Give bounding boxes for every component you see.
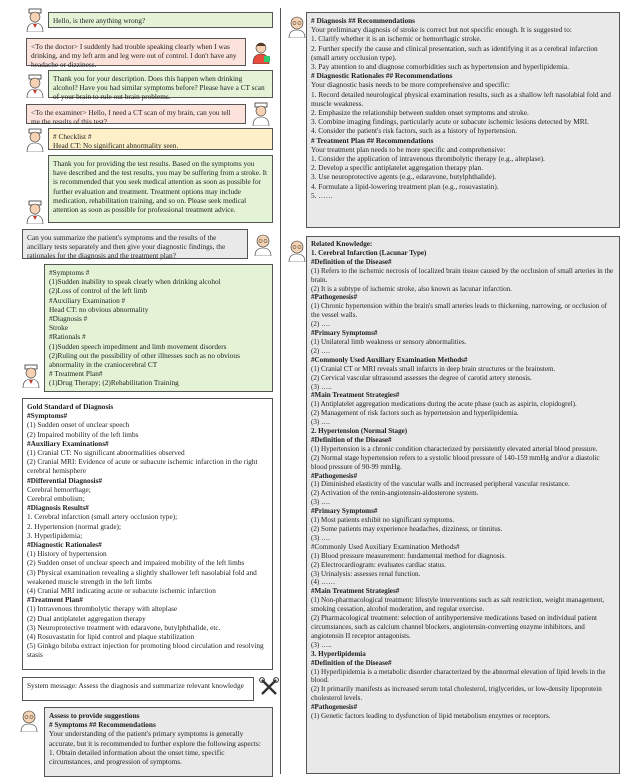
knowledge-heading: #Definition of the Disease# — [311, 257, 392, 266]
knowledge-line: (2) Electrocardiogram: evaluates cardiac status. — [311, 560, 446, 569]
gold-standard-line: (1) History of hypertension — [27, 549, 107, 559]
knowledge-line: (1) Refers to the ischemic necrosis of localized brain tissue caused by the occlusion of small arteries in the brain. — [311, 266, 614, 284]
evaluator-avatar-icon — [18, 708, 40, 732]
knowledge-heading: 1. Cerebral Infarction (Lacunar Type) — [311, 248, 427, 257]
gold-standard-line: (1) Intravenous thrombolytic therapy with alteplase — [27, 604, 178, 614]
gold-standard-line: 3. Hyperlipidemia; — [27, 530, 83, 540]
knowledge-heading: #Pathogenesis# — [311, 293, 358, 302]
gold-standard-line: (3) Neuroprotective treatment with edaravone, butylphthalide, etc. — [27, 622, 221, 632]
knowledge-line: (2) Some patients may experience headaches, dizziness, or tinnitus. — [311, 525, 503, 533]
gold-standard-line: 2. Hypertension (normal grade); — [27, 521, 122, 531]
knowledge-line: (1) Hyperlipidemia is a metabolic disorder characterized by the abnormal elevation of lipid levels in the blood. — [311, 667, 606, 685]
doctor-avatar-icon — [20, 364, 42, 388]
knowledge-heading: #Definition of the Disease# — [311, 658, 392, 667]
examiner-avatar-icon — [250, 102, 272, 126]
recommendation-line: 1. Clarify whether it is an ischemic or hemorrhagic stroke. — [311, 34, 482, 44]
knowledge-line: (3) ….. — [311, 382, 332, 391]
recommendation-line: Your treatment plan needs to be more specific and comprehensive: — [311, 144, 506, 154]
knowledge-line: (1) Hypertension is a chronic condition characterized by persistently elevated arterial blood pressure. — [311, 444, 598, 453]
summary-question-bubble: Can you summarize the patient's symptoms and the results of the ancillary tests separately and then give your diagnostic findings, the rationales for the diagnosis and the treatment plan? — [22, 229, 248, 259]
gold-standard-heading: #Auxiliary Examinations# — [27, 438, 109, 448]
knowledge-line: (1) Genetic factors leading to dysfunction of lipid metabolism enzymes or receptors. — [311, 712, 551, 721]
gold-standard-list — [27, 411, 268, 659]
recommendation-line: 1. Consider the application of intravenous thrombolytic therapy (e.g., alteplase). — [311, 154, 545, 164]
gold-standard-line: (2) Sudden onset of unclear speech and impaired mobility of the left limbs — [27, 558, 245, 568]
knowledge-heading: 2. Hypertension (Normal Stage) — [311, 427, 408, 436]
doctor-bubble-greeting: Hello, is there anything wrong? — [48, 12, 273, 28]
assessment-heading: # Symptoms ## Recommendations — [49, 720, 156, 730]
knowledge-line: (2) …. — [311, 320, 330, 329]
knowledge-line: (2) Management of risk factors such as hypertension and hyperlipidemia. — [311, 409, 519, 418]
knowledge-line: (3) …. — [311, 533, 330, 542]
assessment-list — [49, 711, 268, 766]
gold-standard-line: (4) Rosuvastatin for lipid control and plaque stabilization — [27, 632, 195, 642]
tools-icon — [258, 676, 280, 698]
knowledge-line: (1) Most patients exhibit no significant symptoms. — [311, 516, 455, 525]
gold-standard-line: (1) Cranial CT: No significant abnormalities observed — [27, 448, 185, 458]
gold-standard-line: (4) Cranial MRI indicating acute or subacute ischemic infarction — [27, 586, 216, 596]
patient-avatar-icon — [250, 40, 272, 64]
gold-standard-heading: #Diagnostic Rationales# — [27, 540, 102, 550]
gold-standard-line: (3) Physical examination revealing a slightly shallower left nasolabial fold and weakened muscle strength in the left limbs — [27, 567, 257, 586]
doctor-bubble-examiner-request: <To the examiner> Hello, I need a CT scan of my brain, can you tell me the results of this test? — [26, 104, 246, 124]
knowledge-line: (4) …… — [311, 578, 336, 587]
recommendation-line: 4. Consider the patient's risk factors, such as a history of hypertension. — [311, 126, 517, 136]
assessment-box — [44, 707, 273, 777]
recommendation-line: 1. Record detailed neurological physical examination results, such as a shallow left nasolabial fold and muscle weakness. — [311, 89, 611, 108]
knowledge-heading: Related Knowledge: — [311, 240, 373, 248]
recommendation-line: Your preliminary diagnosis of stroke is correct but not specific enough. It is suggested to: — [311, 25, 572, 35]
knowledge-line: #Commonly Used Auxiliary Examination Methods# — [311, 542, 460, 551]
gold-standard-heading: #Diagnosis Results# — [27, 503, 89, 513]
knowledge-line: (2) Activation of the renin-angiotensin-aldosterone system. — [311, 489, 479, 498]
assessment-heading: Assess to provide suggestions — [49, 711, 140, 720]
knowledge-line: (1) Antiplatelet aggregation medications during the acute phase (such as aspirin, clopidogrel). — [311, 400, 577, 409]
recommendation-heading: # Diagnosis ## Recommendations — [311, 16, 415, 25]
knowledge-heading: 3. Hyperlipidemia — [311, 649, 366, 658]
knowledge-line: (3) Urinalysis: assesses renal function. — [311, 569, 421, 578]
related-knowledge-list — [311, 240, 615, 721]
knowledge-line: (1) Unilateral limb weakness or sensory abnormalities. — [311, 337, 467, 346]
knowledge-heading: #Primary Symptoms# — [311, 329, 378, 338]
assessment-line: 1. Obtain detailed information about the onset time, specific circumstances, and progression of symptoms. — [49, 747, 225, 767]
doctor-avatar-icon — [24, 74, 46, 98]
knowledge-line: (3) …. — [311, 498, 330, 507]
gold-standard-line: (2) Cranial MRI: Evidence of acute or subacute ischemic infarction in the right cerebral hemisphere — [27, 457, 258, 476]
gold-standard-heading: #Symptoms# — [27, 411, 68, 421]
doctor-avatar-icon — [24, 8, 46, 32]
recommendation-line: 2. Further specify the cause and clinical presentation, such as identifying it as a cerebral infarction (small artery occlusion type). — [311, 43, 598, 62]
knowledge-line: (2) …. — [311, 346, 330, 355]
gold-standard-line: Cerebral hemorrhage; — [27, 484, 91, 494]
knowledge-line: (1) Cranial CT or MRI reveals small infarcts in deep brain structures or the brainstem. — [311, 364, 556, 373]
knowledge-heading: #Main Treatment Strategies# — [311, 391, 400, 400]
doctor-avatar-icon — [24, 200, 46, 224]
column-divider — [280, 8, 281, 774]
recommendation-line: Your diagnostic basis needs to be more comprehensive and specific: — [311, 80, 510, 90]
gold-standard-line: Cerebral embolism; — [27, 494, 85, 504]
knowledge-heading: #Primary Symptoms# — [311, 507, 378, 516]
recommendation-line: 3. Pay attention to and diagnose comorbidities such as hypertension and hyperlipidemia. — [311, 62, 569, 72]
knowledge-line: (2) It primarily manifests as increased serum total cholesterol, triglycerides, or low-density lipoprotein cholesterol levels. — [311, 685, 602, 703]
checklist-bubble: # Checklist # Head CT: No significant abnormality seen. — [48, 128, 273, 150]
gold-standard-heading: #Treatment Plan# — [27, 595, 83, 605]
knowledge-line: (3) …. — [311, 418, 330, 427]
evaluator-avatar-icon — [286, 14, 308, 38]
knowledge-heading: #Pathogenesis# — [311, 471, 358, 480]
patient-bubble-complaint: <To the doctor> I suddenly had trouble speaking clearly when I was drinking, and my left arm and leg were out of control. I don't have any headache or dizziness. — [26, 38, 246, 66]
knowledge-line: (1) Blood pressure measurement: fundamental method for diagnosis. — [311, 551, 507, 560]
knowledge-line: (2) Normal stage hypertension refers to a systolic blood pressure of 140-159 mmHg and/or a diastolic blood pressure of 90-99 mmHg. — [311, 453, 600, 471]
recommendation-line: 4. Formulate a lipid-lowering treatment plan (e.g., rosuvastatin). — [311, 181, 499, 191]
knowledge-line: (2) It is a subtype of ischemic stroke, also known as lacunar infarction. — [311, 284, 512, 293]
recommendation-heading: # Treatment Plan ## Recommendations — [311, 135, 434, 145]
evaluator-avatar-icon — [252, 232, 274, 256]
related-knowledge-box — [306, 236, 620, 774]
gold-standard-line: (2) Dual antiplatelet aggregation therapy — [27, 613, 146, 623]
knowledge-line: (1) Non-pharmacological treatment: lifestyle interventions such as salt restriction, weight management, smoking cessation, alcohol moderation, and regular exercise. — [311, 596, 605, 614]
summary-answer-bubble: #Symptoms # (1)Sudden inability to speak clearly when drinking alcohol (2)Loss of control of the left limb #Auxiliary Examination # Head CT: no obvious abnormality #Diagnosis # Stroke #Rationals # (1)Sudden speech impediment and limb movement disorders (2)Ruling out the possibility of other illnesses such as no obvious abnormality in the craniocerebral CT # Treatment Plan# (1)Drug Therapy; (2)Rehabilitation Training — [44, 264, 273, 392]
recommendation-line: 5. …… — [311, 190, 333, 200]
recommendation-line: 2. Emphasize the relationship between sudden onset symptoms and stroke. — [311, 108, 529, 118]
knowledge-line: (3) ….. — [311, 640, 332, 649]
knowledge-line: (1) Diminished elasticity of the vascular walls and increased peripheral vascular resistance. — [311, 480, 570, 489]
gold-standard-line: 1. Cerebral infarction (small artery occlusion type); — [27, 512, 178, 522]
gold-standard-line: (1) Sudden onset of unclear speech — [27, 420, 130, 430]
knowledge-heading: #Definition of the Disease# — [311, 435, 392, 444]
gold-standard-box — [22, 398, 273, 670]
knowledge-line: (2) Cervical vascular ultrasound assesses the degree of carotid artery stenosis. — [311, 373, 532, 382]
system-message-box: System message: Assess the diagnosis and summarize relevant knowledge — [22, 677, 254, 701]
assessment-line: Your understanding of the patient's primary symptoms is generally accurate, but it is recommended to further explore the following aspects: — [49, 729, 261, 748]
gold-standard-heading: #Differential Diagnosis# — [27, 475, 103, 485]
recommendations-list — [311, 16, 615, 200]
knowledge-line: (2) Pharmacological treatment: selection of antihypertensive medications based on individual patient circumstances, such as calcium channel blockers, angiotensin-converting enzyme inhibitors, and angiotensin II receptor antagonists. — [311, 614, 598, 640]
knowledge-line: (1) Chronic hypertension within the brain's small arteries leads to thickening, narrowing, or occlusion of the vessel walls. — [311, 302, 607, 320]
examiner-avatar-icon — [24, 128, 46, 152]
gold-standard-title: Gold Standard of Diagnosis — [27, 402, 114, 411]
knowledge-heading: #Commonly Used Auxiliary Examination Methods# — [311, 355, 468, 364]
recommendation-heading: # Diagnostic Rationales ## Recommendations — [311, 71, 453, 81]
knowledge-heading: #Main Treatment Strategies# — [311, 587, 400, 596]
recommendation-line: 2. Develop a specific antiplatelet aggregation therapy plan. — [311, 163, 484, 173]
gold-standard-line: (2) Impaired mobility of the left limbs — [27, 429, 139, 439]
knowledge-heading: #Pathogenesis# — [311, 703, 358, 712]
recommendations-box — [306, 12, 620, 228]
doctor-bubble-diagnosis: Thank you for providing the test results. Based on the symptoms you have described and the test results, you may be suffering from a stroke. It is recommended that you seek medical attention as soon as possible for further evaluation and treatment. Treatment options may include medication, rehabilitation training, and so on. Please seek medical attention as soon as possible for professional treatment advice. — [48, 155, 273, 223]
evaluator-avatar-icon — [286, 238, 308, 262]
recommendation-line: 3. Use neuroprotective agents (e.g., edaravone, butylphthalide). — [311, 172, 497, 182]
recommendation-line: 3. Combine imaging findings, particularly acute or subacute ischemic lesions detected by MRI. — [311, 117, 589, 127]
gold-standard-line: (5) Ginkgo biloba extract injection for promoting blood circulation and resolving stasis — [27, 641, 264, 660]
doctor-bubble-ct-request: Thank you for your description. Does this happen when drinking alcohol? Have you had similar symptoms before? Please have a CT scan of your brain to rule out brain problems. — [48, 70, 273, 98]
